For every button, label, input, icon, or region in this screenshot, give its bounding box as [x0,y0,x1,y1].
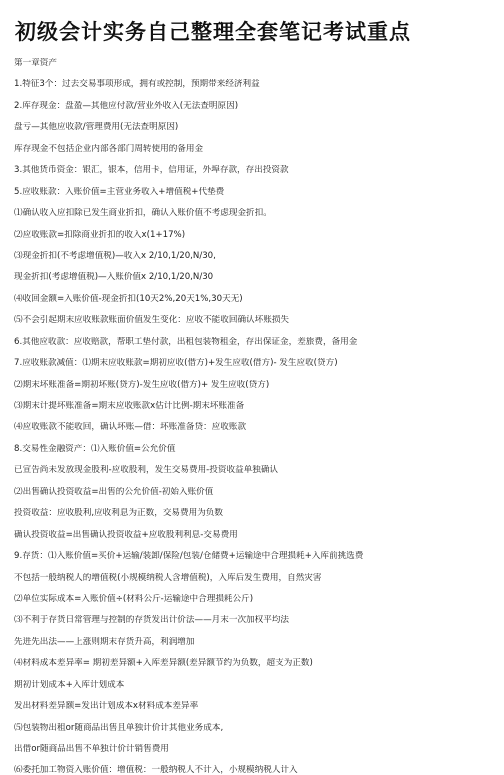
text-line: 库存现金不包括企业内部各部门周转使用的备用金 [14,143,204,154]
text-line: 盘亏—其他应收款/管理费用(无法查明原因) [14,122,179,133]
text-line: ⑸包装物出租or随商品出售且单独计价计其他业务成本, [14,722,224,733]
text-line: ⑴确认收入应扣除已发生商业折扣，确认入账价值不考虑现金折扣。 [14,208,272,219]
text-line: 期初计划成本+入库计划成本 [14,679,125,690]
document-body [14,58,490,775]
text-line: 9.存货：⑴入账价值=买价+运输/装卸/保险/包装/仓储费+运输途中合理损耗+入库前挑选费 [14,551,364,562]
text-line: ⑶不利于存货日常管理与控制的存货发出计价法——月末一次加权平均法 [14,615,290,626]
text-line: 发出材料差异额=发出计划成本x材料成本差异率 [14,701,199,712]
text-line: 已宣告尚未发放现金股利-应收股利，发生交易费用-投资收益单独确认 [14,465,279,476]
text-line: 第一章资产 [14,58,57,68]
text-line: 3.其他货币资金：银汇，银本，信用卡，信用证，外埠存款，存出投资款 [14,165,289,176]
text-line: 现金折扣(考虑增值税)—入账价值x 2/10,1/20,N/30 [14,272,214,283]
text-line: 投资收益：应收股利,应收利息为正数，交易费用为负数 [14,508,223,519]
text-line: ⑶期末计提坏账准备=期末应收账款x估计比例-期末坏账准备 [14,401,245,411]
document-title: 初级会计实务自己整理全套笔记考试重点 [15,20,411,44]
text-line: 5.应收账款：入账价值=主营业务收入+增值税+代垫费 [14,186,225,197]
text-line: 6.其他应收款：应收赔款，帮职工垫付款，出租包装物租金，存出保证金，差旅费，备用金 [14,336,358,347]
text-line: ⑵出售确认投资收益=出售的公允价值-初始入账价值 [14,486,214,497]
text-line: ⑸不会引起期末应收账款账面价值发生变化：应收不能收回确认坏账损失 [14,315,290,326]
text-line: 8.交易性金融资产：⑴入账价值=公允价值 [14,443,176,454]
text-line: 先进先出法——上涨则期末存货升高，利润增加 [14,636,195,647]
text-line: ⑵应收账款=扣除商业折扣的收入x(1+17%) [14,229,186,240]
text-line: 不包括一般纳税人的增值税(小规模纳税人含增值税)，入库后发生费用，自然灾害 [14,572,322,583]
text-line: ⑷应收账款不能收回，确认坏账—借：坏账准备贷：应收账款 [14,422,247,433]
text-line: 确认投资收益=出售确认投资收益+应收股利利息-交易费用 [14,529,238,540]
text-line: 2.库存现金：盘盈—其他应付款/营业外收入(无法查明原因) [14,100,239,111]
text-line: ⑷收回金额=入账价值-现金折扣(10天2%,20天1%,30天无) [14,293,243,304]
text-line: ⑶现金折扣(不考虑增值税)—收入x 2/10,1/20,N/30, [14,250,216,261]
text-line: ⑵期末坏账准备=期初坏账(贷方)-发生应收(借方)+ 发生应收(贷方) [14,379,270,390]
text-line: ⑹委托加工物资入账价值：增值税：一般纳税人不计入，小规模纳税人计入 [14,765,298,775]
text-line: 7.应收账款减值：⑴期末应收账款=期初应收(借方)+发生应收(借方)- 发生应收(贷方) [14,358,338,369]
text-line: 1.特征3个：过去交易事项形成，拥有或控制，预期带来经济利益 [14,79,260,90]
text-line: 出借or随商品出售不单独计价计销售费用 [14,744,169,754]
text-line: ⑵单位实际成本=入账价值÷(材料公斤-运输途中合理损耗公斤) [14,593,254,604]
text-line: ⑷材料成本差异率= 期初差异额+入库差异额(差异额节约为负数，超支为正数) [14,658,313,669]
